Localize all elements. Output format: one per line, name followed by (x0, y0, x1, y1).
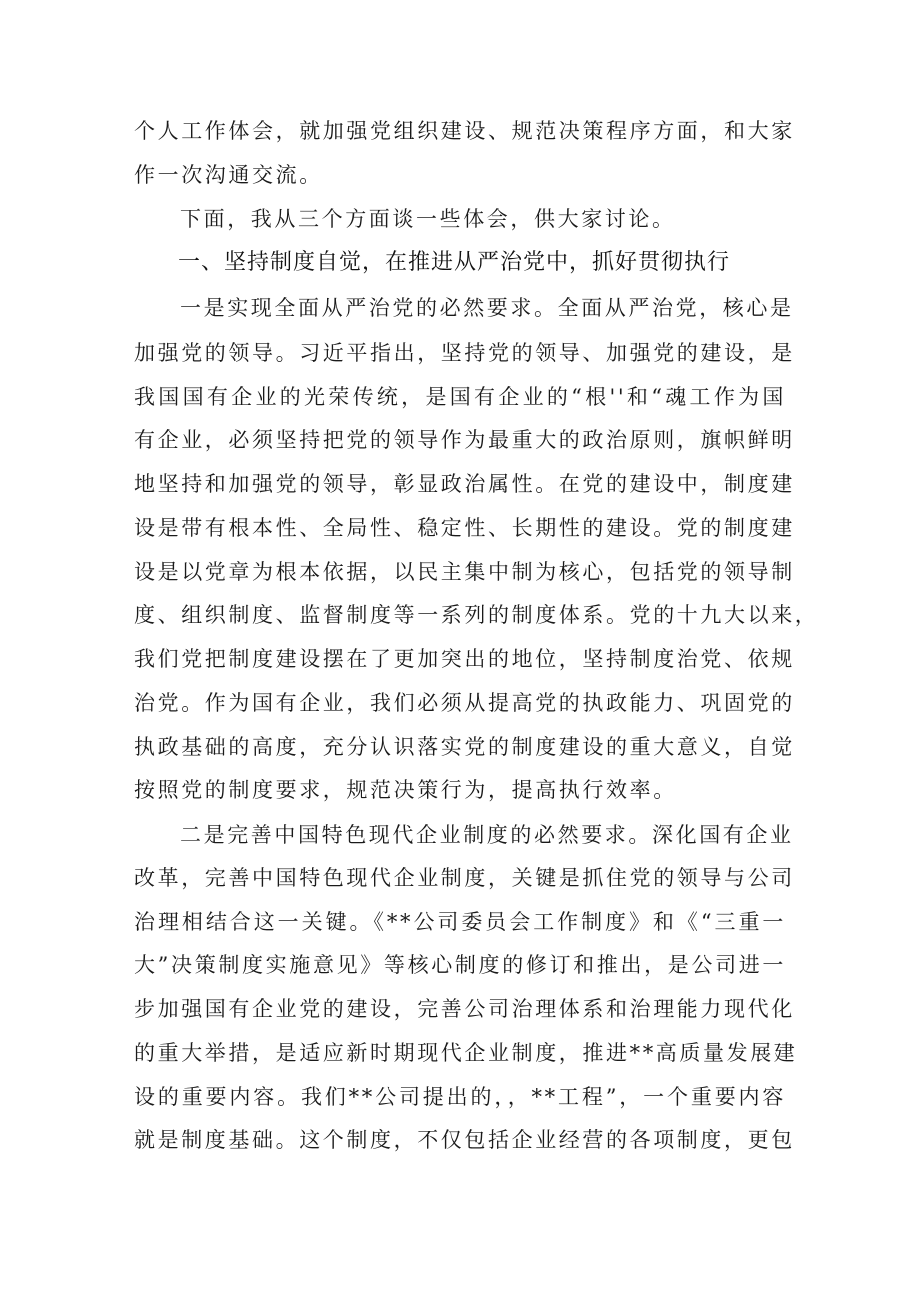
paragraph2-line-3: 治理相结合这一关键。《**公司委员会工作制度》和《“三重一 (134, 910, 786, 934)
paragraph2-line-5: 步加强国有企业党的建设，完善公司治理体系和治理能力现代化 (134, 997, 795, 1021)
paragraph1-line-2: 加强党的领导。习近平指出，坚持党的领导、加强党的建设，是 (134, 341, 795, 365)
paragraph2-line-1: 二是完善中国特色现代企业制度的必然要求。深化国有企业 (180, 823, 794, 847)
intro-line-1: 个人工作体会，就加强党组织建设、规范决策程序方面，和大家 (134, 119, 795, 143)
paragraph1-line-9: 我们党把制度建设摆在了更加突出的地位，坚持制度治党、依规 (134, 647, 795, 671)
lead-paragraph: 下面，我从三个方面谈一些体会，供大家讨论。 (180, 207, 676, 231)
intro-line-2: 作一次沟通交流。 (134, 163, 323, 187)
paragraph1-line-4: 有企业，必须坚持把党的领导作为最重大的政治原则，旗帜鲜明 (134, 428, 795, 452)
paragraph1-line-1: 一是实现全面从严治党的必然要求。全面从严治党，核心是 (180, 296, 794, 320)
paragraph1-line-10: 治党。作为国有企业，我们必须从提高党的执政能力、巩固党的 (134, 691, 795, 715)
paragraph1-line-8: 度、组织制度、监督制度等一系列的制度体系。党的十九大以来， (134, 603, 819, 627)
paragraph1-line-6: 设是带有根本性、全局性、稳定性、长期性的建设。党的制度建 (134, 516, 795, 540)
paragraph1-line-7: 设是以党章为根本依据，以民主集中制为核心，包括党的领导制 (134, 560, 795, 584)
paragraph1-line-3: 我国国有企业的光荣传统，是国有企业的“根''和“魂工作为国 (134, 385, 786, 409)
paragraph1-line-11: 执政基础的高度，充分认识落实党的制度建设的重大意义，自觉 (134, 735, 795, 759)
paragraph2-line-7: 设的重要内容。我们**公司提出的，，**工程”，一个重要内容 (134, 1085, 786, 1109)
paragraph2-line-6: 的重大举措，是适应新时期现代企业制度，推进**高质量发展建 (134, 1041, 798, 1065)
paragraph1-line-5: 地坚持和加强党的领导，彰显政治属性。在党的建设中，制度建 (134, 472, 795, 496)
paragraph2-line-8: 就是制度基础。这个制度，不仅包括企业经营的各项制度，更包 (134, 1128, 795, 1152)
section-heading: 一、坚持制度自觉，在推进从严治党中，抓好贯彻执行 (178, 250, 731, 275)
paragraph2-line-4: 大”决策制度实施意见》等核心制度的修订和推出，是公司进一 (134, 953, 786, 977)
paragraph2-line-2: 改革，完善中国特色现代企业制度，关键是抓住党的领导与公司 (134, 866, 795, 890)
paragraph1-line-12: 按照党的制度要求，规范决策行为，提高执行效率。 (134, 778, 677, 802)
